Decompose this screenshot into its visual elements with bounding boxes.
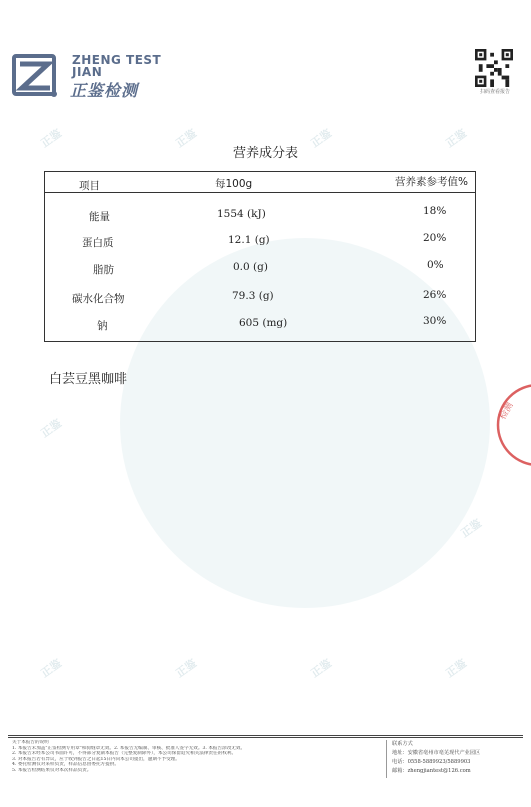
contact-title: 联系方式 [392, 741, 413, 747]
row-amount: 12.1 (g) [228, 234, 270, 246]
watermark-tag: 正鉴 [443, 126, 470, 151]
note-line: 1. 本报告未加盖"正鉴检测专用章"和骑缝章无效。2. 本报告无编制、审核、批准人签字无效。3. 本报告涂改无效。 [12, 745, 246, 751]
header-per-100g: 每100g [215, 178, 253, 190]
row-amount: 1554 (kJ) [217, 208, 266, 220]
nutrition-table [44, 171, 476, 342]
row-name: 钠 [97, 320, 108, 332]
row-amount: 79.3 (g) [232, 290, 274, 302]
contact-address: 地址：安徽省亳州市亳芜现代产业园区 [392, 750, 481, 756]
watermark-tag: 正鉴 [38, 126, 65, 151]
contact-phone: 电话：0558-5889923/5889903 [392, 759, 471, 765]
row-amount: 605 (mg) [239, 317, 288, 329]
row-amount: 0.0 (g) [233, 261, 268, 273]
row-nrv: 18% [423, 205, 447, 217]
row-name: 碳水化合物 [72, 293, 125, 305]
header-item: 项目 [79, 180, 100, 192]
watermark-tag: 正鉴 [458, 516, 485, 541]
row-name: 能量 [89, 211, 110, 223]
logo-word-top: ZHENG TEST [72, 53, 162, 67]
contact-email: 邮箱：zhengjiantest@126.com [392, 768, 471, 774]
notes-title: 关于本报告的说明 [12, 740, 49, 745]
qr-caption: 扫码查看报告 [479, 89, 510, 95]
row-name: 脂肪 [93, 264, 114, 276]
row-name: 蛋白质 [82, 237, 114, 249]
row-nrv: 26% [423, 289, 447, 301]
row-nrv: 0% [427, 259, 444, 271]
footer-divider [8, 737, 523, 738]
logo-word-bottom: JIAN [72, 65, 103, 79]
report-notes [12, 740, 382, 773]
product-name: 白芸豆黑咖啡 [49, 372, 128, 387]
note-line: 5. 本报告检测结果仅对本次样品负责。 [12, 767, 92, 773]
row-nrv: 20% [423, 232, 447, 244]
watermark-tag: 正鉴 [38, 416, 65, 441]
header-divider [45, 192, 475, 193]
contact-info [392, 740, 527, 776]
header-nrv: 营养素参考值% [395, 176, 468, 188]
logo-mark-icon [10, 50, 62, 102]
footer-vertical-divider [386, 740, 387, 778]
watermark-tag: 正鉴 [308, 656, 335, 681]
row-nrv: 30% [423, 315, 447, 327]
note-line: 4. 委托检测仅对来样负责，样品信息由委托方提供。 [12, 762, 119, 767]
logo-chinese: 正鉴检测 [70, 81, 139, 100]
watermark-tag: 正鉴 [38, 656, 65, 681]
footer-divider [8, 735, 523, 736]
table-title: 营养成分表 [232, 146, 298, 161]
qr-code-icon [475, 49, 513, 87]
watermark-tag: 正鉴 [443, 656, 470, 681]
watermark-tag: 正鉴 [173, 656, 200, 681]
watermark-tag: 正鉴 [173, 126, 200, 151]
red-seal-stamp [490, 380, 531, 470]
svg-text:检测: 检测 [497, 400, 516, 422]
note-line: 2. 本报告未经本公司书面许可，不得部分复制本报告（完整复制除外），本公司保留追究相关法律责任的权利。 [12, 751, 237, 756]
company-logo [10, 44, 210, 104]
watermark-tag: 正鉴 [308, 126, 335, 151]
note-line: 3. 对本报告若有异议，应于收到报告之日起15日内向本公司提出，逾期不予受理。 [12, 756, 180, 762]
